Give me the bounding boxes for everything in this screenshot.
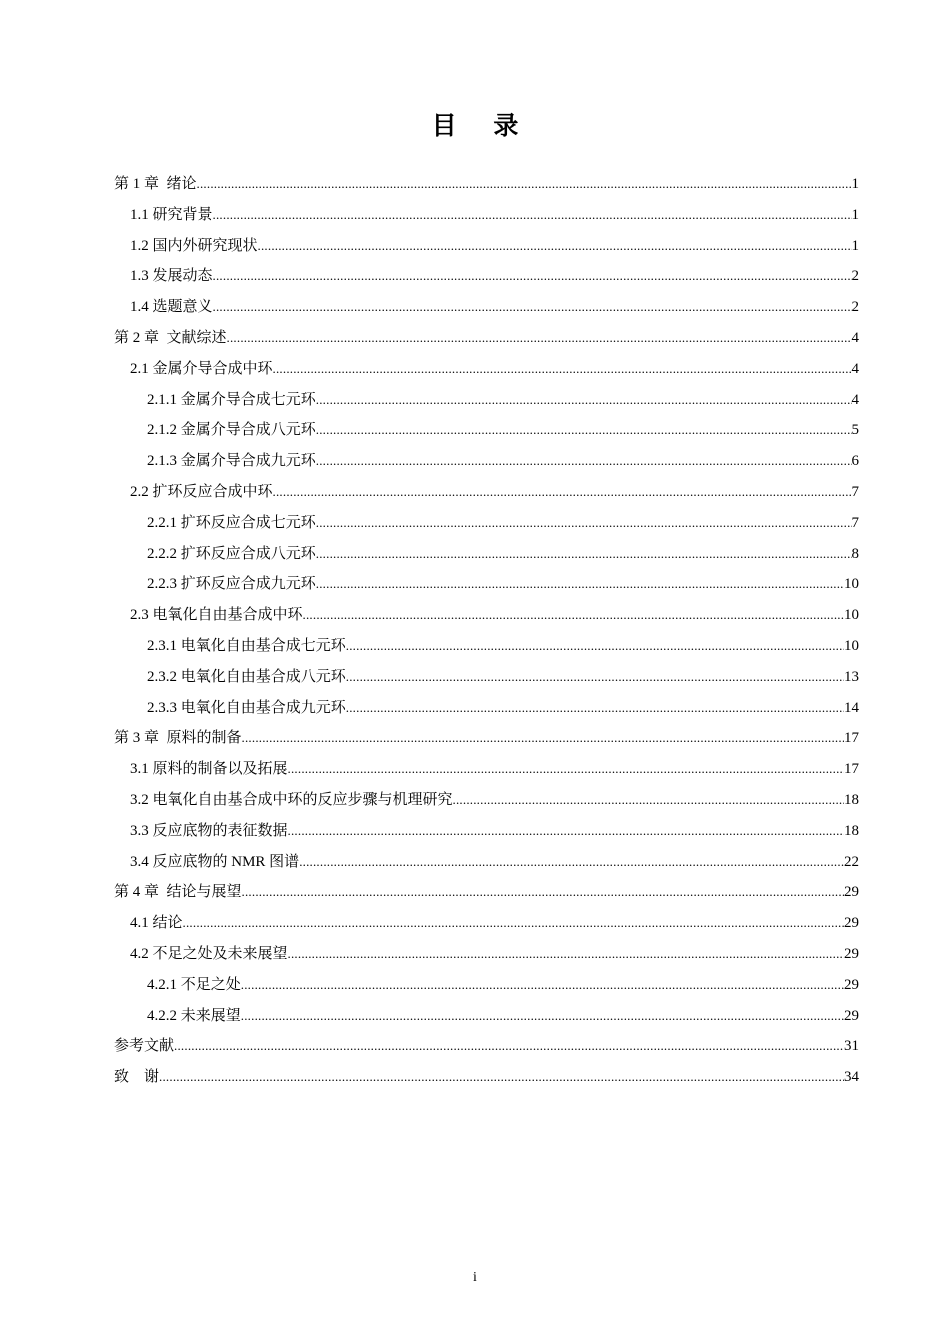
toc-entry[interactable] xyxy=(114,446,859,477)
toc-entry-page: 4 xyxy=(851,360,859,377)
toc-entry[interactable] xyxy=(114,970,859,1001)
toc-entry-page: 22 xyxy=(844,853,859,870)
toc-entry-label: 1.3 发展动态 xyxy=(130,268,213,285)
toc-entry-label: 3.4 反应底物的 NMR 图谱 xyxy=(130,853,300,870)
toc-dot-leader xyxy=(303,600,844,631)
toc-entry[interactable] xyxy=(114,723,859,754)
toc-dot-leader xyxy=(174,1031,844,1062)
toc-entry[interactable] xyxy=(114,1001,859,1032)
toc-entry[interactable] xyxy=(114,292,859,323)
toc-entry-label: 2.1.2 金属介导合成八元环 xyxy=(147,422,316,439)
toc-entry[interactable] xyxy=(114,169,859,200)
toc-dot-leader xyxy=(242,877,844,908)
toc-entry-page: 10 xyxy=(844,637,859,654)
toc-entry-page: 29 xyxy=(844,1007,859,1024)
toc-dot-leader xyxy=(316,508,852,539)
toc-dot-leader xyxy=(213,200,852,231)
toc-entry[interactable] xyxy=(114,415,859,446)
toc-dot-leader xyxy=(299,847,844,878)
toc-entry[interactable] xyxy=(114,908,859,939)
toc-dot-leader xyxy=(258,231,852,262)
toc-entry[interactable] xyxy=(114,662,859,693)
toc-entry-label: 参考文献 xyxy=(114,1038,175,1055)
toc-entry-page: 4 xyxy=(851,391,859,408)
toc-dot-leader xyxy=(346,662,844,693)
toc-dot-leader xyxy=(288,816,844,847)
toc-entry-page: 4 xyxy=(851,329,859,346)
toc-entry[interactable] xyxy=(114,385,859,416)
toc-entry[interactable] xyxy=(114,754,859,785)
toc-dot-leader xyxy=(197,169,852,200)
toc-entry[interactable] xyxy=(114,1062,859,1093)
toc-dot-leader xyxy=(316,385,852,416)
toc-entry-label: 2.1.3 金属介导合成九元环 xyxy=(147,453,316,470)
toc-dot-leader xyxy=(316,539,852,570)
toc-entry[interactable] xyxy=(114,1031,859,1062)
toc-entry-page: 10 xyxy=(844,576,859,593)
toc-entry-page: 1 xyxy=(851,237,859,254)
toc-entry-label: 4.2.1 不足之处 xyxy=(147,976,241,993)
toc-entry-page: 14 xyxy=(844,699,859,716)
toc-entry[interactable] xyxy=(114,539,859,570)
toc-entry-label: 1.4 选题意义 xyxy=(130,299,213,316)
toc-entry-label: 3.1 原料的制备以及拓展 xyxy=(130,761,288,778)
toc-entry-page: 17 xyxy=(844,761,859,778)
toc-dot-leader xyxy=(183,908,844,939)
toc-entry[interactable] xyxy=(114,816,859,847)
toc-entry[interactable] xyxy=(114,477,859,508)
toc-entry-label: 2.2 扩环反应合成中环 xyxy=(130,483,273,500)
table-of-contents xyxy=(114,169,859,1093)
toc-dot-leader xyxy=(316,569,844,600)
toc-entry-page: 2 xyxy=(851,299,859,316)
toc-entry-page: 29 xyxy=(844,884,859,901)
toc-entry[interactable] xyxy=(114,261,859,292)
toc-entry-label: 2.2.2 扩环反应合成八元环 xyxy=(147,545,316,562)
toc-dot-leader xyxy=(273,354,852,385)
toc-entry-page: 18 xyxy=(844,822,859,839)
toc-entry-label: 2.2.3 扩环反应合成九元环 xyxy=(147,576,316,593)
toc-dot-leader xyxy=(242,723,844,754)
toc-entry[interactable] xyxy=(114,323,859,354)
toc-entry-label: 第 4 章 结论与展望 xyxy=(114,884,242,901)
toc-entry-label: 第 3 章 原料的制备 xyxy=(114,730,242,747)
toc-dot-leader xyxy=(316,415,852,446)
toc-entry-page: 1 xyxy=(851,176,859,192)
toc-entry[interactable] xyxy=(114,785,859,816)
toc-dot-leader xyxy=(346,631,844,662)
toc-entry[interactable] xyxy=(114,600,859,631)
toc-dot-leader xyxy=(453,785,844,816)
toc-entry[interactable] xyxy=(114,231,859,262)
toc-entry-page: 7 xyxy=(851,514,859,531)
toc-entry-page: 1 xyxy=(851,206,859,223)
toc-dot-leader xyxy=(213,261,852,292)
toc-entry-page: 10 xyxy=(844,607,859,624)
toc-dot-leader xyxy=(316,446,852,477)
page-title: 目 录 xyxy=(431,111,533,140)
toc-entry-label: 2.3 电氧化自由基合成中环 xyxy=(130,607,303,624)
footer-page-number: i xyxy=(473,1270,477,1285)
toc-entry-page: 31 xyxy=(844,1038,859,1055)
toc-entry[interactable] xyxy=(114,877,859,908)
toc-dot-leader xyxy=(346,693,844,724)
toc-entry[interactable] xyxy=(114,631,859,662)
toc-dot-leader xyxy=(273,477,852,508)
toc-entry-label: 2.1 金属介导合成中环 xyxy=(130,360,273,377)
toc-dot-leader xyxy=(241,1001,844,1032)
toc-entry-page: 18 xyxy=(844,791,859,808)
toc-entry-page: 6 xyxy=(851,453,859,470)
toc-entry[interactable] xyxy=(114,569,859,600)
toc-entry[interactable] xyxy=(114,354,859,385)
toc-dot-leader xyxy=(213,292,852,323)
toc-entry-label: 2.3.1 电氧化自由基合成七元环 xyxy=(147,637,346,654)
toc-entry-page: 2 xyxy=(851,268,859,285)
toc-entry-label: 3.2 电氧化自由基合成中环的反应步骤与机理研究 xyxy=(130,791,453,808)
toc-entry-page: 8 xyxy=(851,545,859,562)
toc-entry-label: 2.3.3 电氧化自由基合成九元环 xyxy=(147,699,346,716)
toc-dot-leader xyxy=(227,323,852,354)
toc-entry-label: 1.1 研究背景 xyxy=(130,206,213,223)
toc-dot-leader xyxy=(288,754,844,785)
toc-entry-page: 29 xyxy=(844,976,859,993)
toc-entry[interactable] xyxy=(114,939,859,970)
toc-entry-page: 7 xyxy=(851,483,859,500)
toc-entry-page: 29 xyxy=(844,915,859,932)
toc-entry-page: 29 xyxy=(844,945,859,962)
toc-entry-label: 2.3.2 电氧化自由基合成八元环 xyxy=(147,668,346,685)
toc-entry[interactable] xyxy=(114,200,859,231)
toc-entry[interactable] xyxy=(114,693,859,724)
toc-entry-page: 5 xyxy=(851,422,859,439)
toc-entry-label: 4.1 结论 xyxy=(130,915,183,932)
toc-dot-leader xyxy=(159,1062,844,1093)
toc-entry-label: 致 谢 xyxy=(114,1069,160,1086)
toc-entry[interactable] xyxy=(114,847,859,878)
toc-entry-page: 34 xyxy=(844,1069,859,1086)
toc-entry-label: 4.2 不足之处及未来展望 xyxy=(130,945,288,962)
toc-entry-page: 13 xyxy=(844,668,859,685)
toc-entry-label: 2.1.1 金属介导合成七元环 xyxy=(147,391,316,408)
toc-dot-leader xyxy=(288,939,844,970)
toc-entry-label: 1.2 国内外研究现状 xyxy=(130,237,258,254)
toc-entry[interactable] xyxy=(114,508,859,539)
toc-entry-label: 第 1 章 绪论 xyxy=(114,176,197,192)
toc-entry-page: 17 xyxy=(844,730,859,747)
toc-entry-label: 4.2.2 未来展望 xyxy=(147,1007,241,1024)
toc-entry-label: 2.2.1 扩环反应合成七元环 xyxy=(147,514,316,531)
toc-dot-leader xyxy=(241,970,844,1001)
toc-entry-label: 3.3 反应底物的表征数据 xyxy=(130,822,288,839)
toc-entry-label: 第 2 章 文献综述 xyxy=(114,329,227,346)
